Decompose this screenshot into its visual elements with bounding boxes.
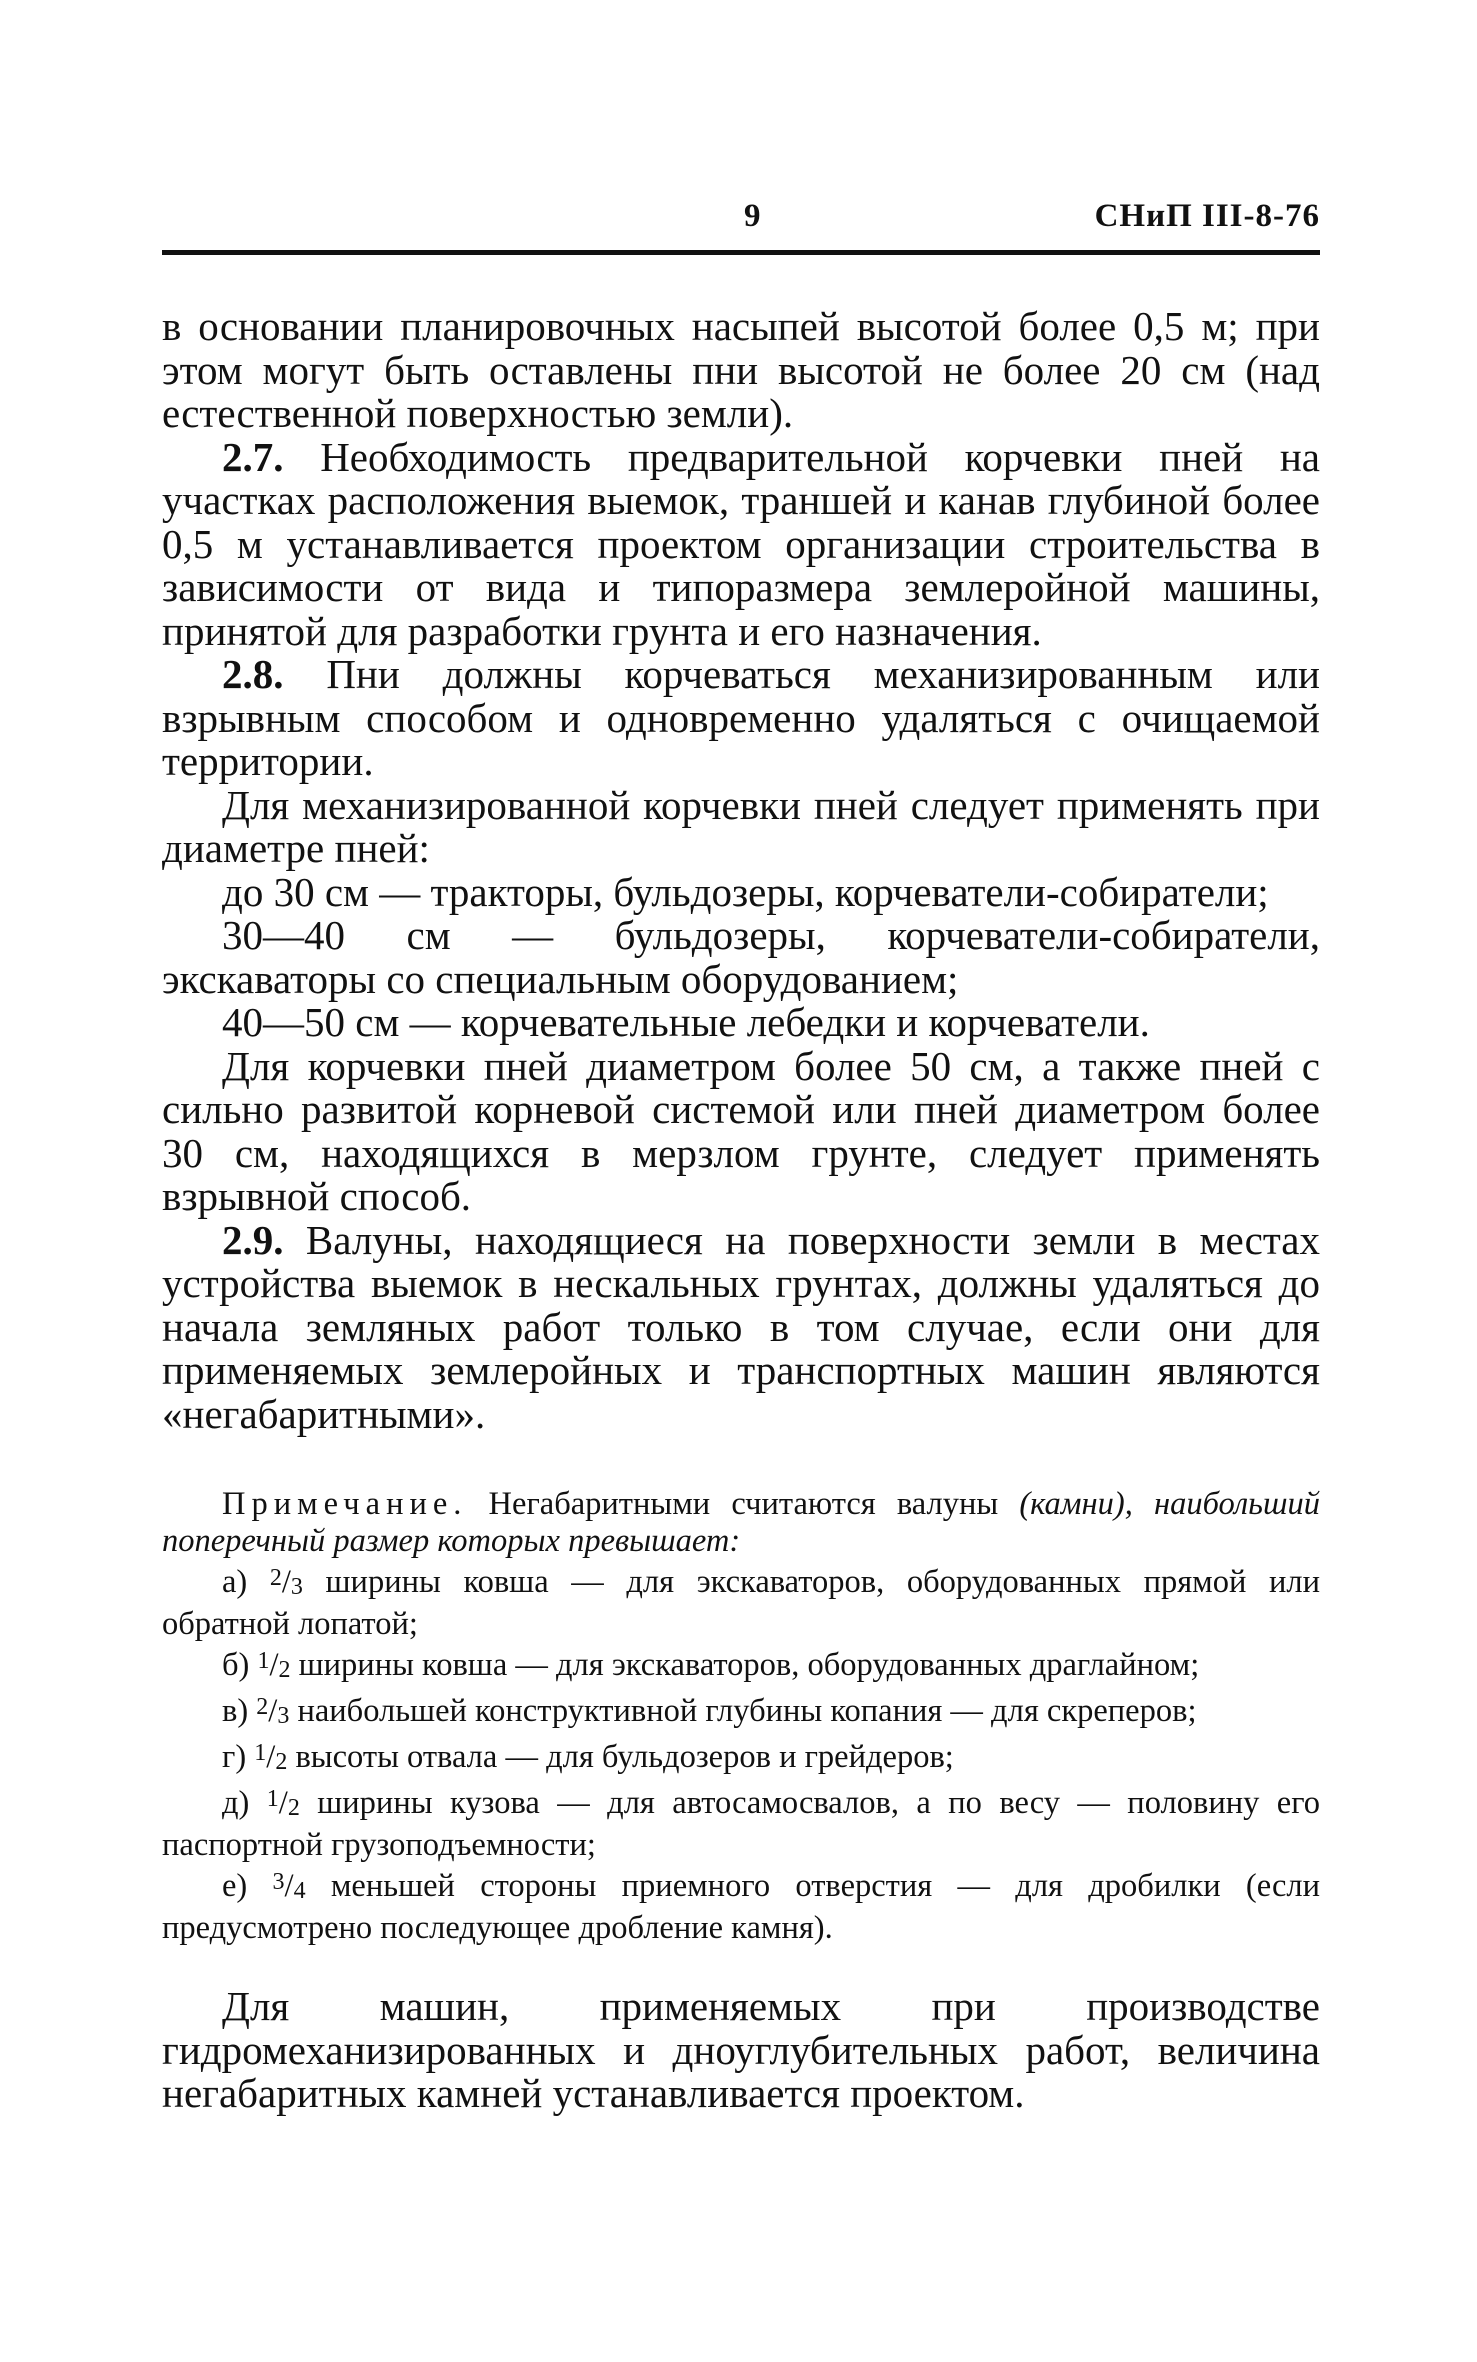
- note-item-text: ширины ковша — для экскаваторов, оборудованных драглайном;: [290, 1647, 1200, 1683]
- note-intro: [162, 1486, 1320, 1560]
- fraction-denominator: 2: [278, 1657, 291, 1683]
- note-item-d: д) $^1$/2 ширины кузова — для автосамосвалов, а по весу — половину его паспортной грузоподъемности;: [162, 1785, 1321, 1863]
- section-text: Необходимость предварительной корчевки пней на участках расположения выемок, траншей и канав глубиной более 0,5 м устанавливается проектом организации строительства в зависимости от вида и типоразмера землеройной машины, принятой для разработки грунта и его назначения.: [162, 433, 1320, 654]
- note-item-b: б) $^1$/2 ширины ковша — для экскаваторов, оборудованных драглайном;: [222, 1647, 1200, 1683]
- section-number: 2.9.: [222, 1216, 284, 1263]
- note-item-text: высоты отвала — для бульдозеров и грейдеров;: [287, 1739, 954, 1775]
- note-intro-text: Негабаритными считаются валуны: [467, 1486, 1020, 1522]
- fraction-numerator: 3: [272, 1869, 285, 1895]
- paragraph-closing: Для машин, применяемых при производстве гидромеханизированных и дноуглубительных работ, величина негабаритных камней устанавливается проектом.: [162, 1983, 1320, 2116]
- note-item-prefix: а): [222, 1564, 270, 1600]
- note-item-v: в) $^2$/3 наибольшей конструктивной глубины копания — для скреперов;: [222, 1693, 1197, 1729]
- list-item-30-40: 30—40 см — бульдозеры, корчеватели-собиратели, экскаваторы со специальным оборудованием;: [162, 912, 1320, 1002]
- paragraph-blasting: Для корчевки пней диаметром более 50 см, а также пней с сильно развитой корневой системой или пней диаметром более 30 см, находящихся в мерзлом грунте, следует применять взрывной способ.: [162, 1042, 1320, 1219]
- note-block: [162, 1486, 1320, 1947]
- note-intro-italic: (камни), наибольший поперечный размер которых превышает:: [162, 1486, 1320, 1559]
- section-2-8: [162, 653, 1320, 784]
- note-item-text: наибольшей конструктивной глубины копания — для скреперов;: [289, 1693, 1197, 1729]
- section-number: 2.7.: [222, 433, 284, 480]
- fraction-denominator: 4: [293, 1878, 306, 1904]
- note-item-text: меньшей стороны приемного отверстия — для дробилки (если предусмотрено последующее дробление камня).: [162, 1868, 1321, 1946]
- page-number: 9: [744, 198, 761, 234]
- note-item-prefix: г): [222, 1739, 255, 1775]
- fraction-numerator: 1: [254, 1740, 267, 1766]
- list-item-up-to-30: до 30 см — тракторы, бульдозеры, корчеватели-собиратели;: [222, 868, 1269, 915]
- note-item-prefix: в): [222, 1693, 257, 1729]
- section-2-7: [162, 433, 1320, 654]
- page-header: [162, 198, 1320, 250]
- fraction-denominator: 2: [287, 1795, 300, 1821]
- fraction-numerator: 1: [266, 1786, 279, 1812]
- fraction-denominator: 3: [277, 1703, 290, 1729]
- fraction-denominator: 2: [275, 1749, 288, 1775]
- note-item-e: е) $^3$/4 меньшей стороны приемного отверстия — для дробилки (если предусмотрено последующее дробление камня).: [162, 1868, 1321, 1946]
- paragraph-text: в основании планировочных насыпей высотой более 0,5 м; при этом могут быть оставлены пни высотой не более 20 см (над естественной поверхностью земли).: [162, 303, 1320, 436]
- note-label: Примечание.: [222, 1486, 468, 1522]
- section-number: 2.8.: [222, 651, 284, 697]
- paragraph-continuation: [162, 305, 1320, 436]
- note-item-a: а) $^2$/3 ширины ковша — для экскаваторов, оборудованных прямой или обратной лопатой;: [162, 1564, 1320, 1642]
- fraction-numerator: 2: [256, 1694, 269, 1720]
- header-rule: [162, 250, 1320, 255]
- note-item-prefix: е): [222, 1868, 273, 1904]
- fraction-denominator: 3: [290, 1574, 303, 1600]
- fraction-numerator: 1: [257, 1648, 270, 1674]
- note-item-g: г) $^1$/2 высоты отвала — для бульдозеров и грейдеров;: [222, 1739, 954, 1775]
- main-text: [162, 305, 1320, 2116]
- note-item-text: ширины ковша — для экскаваторов, оборудованных прямой или обратной лопатой;: [162, 1564, 1320, 1642]
- note-item-text: ширины кузова — для автосамосвалов, а по весу — половину его паспортной грузоподъемности;: [162, 1785, 1321, 1863]
- section-text: Пни должны корчеваться механизированным или взрывным способом и одновременно удаляться с очищаемой территории.: [162, 651, 1320, 784]
- section-text: Валуны, находящиеся на поверхности земли в местах устройства выемок в нескальных грунтах, должны удаляться до начала земляных работ только в том случае, если они для применяемых землеройных и транспортных машин являются «негабаритными».: [162, 1216, 1320, 1437]
- fraction-numerator: 2: [269, 1565, 282, 1591]
- document-code: СНиП III-8-76: [1094, 198, 1320, 234]
- section-2-9: [162, 1216, 1320, 1437]
- note-item-prefix: б): [222, 1647, 258, 1683]
- list-item-40-50: 40—50 см — корчевательные лебедки и корчеватели.: [222, 999, 1150, 1045]
- note-item-prefix: д): [222, 1785, 267, 1821]
- paragraph-mechanized: Для механизированной корчевки пней следует применять при диаметре пней:: [162, 781, 1320, 871]
